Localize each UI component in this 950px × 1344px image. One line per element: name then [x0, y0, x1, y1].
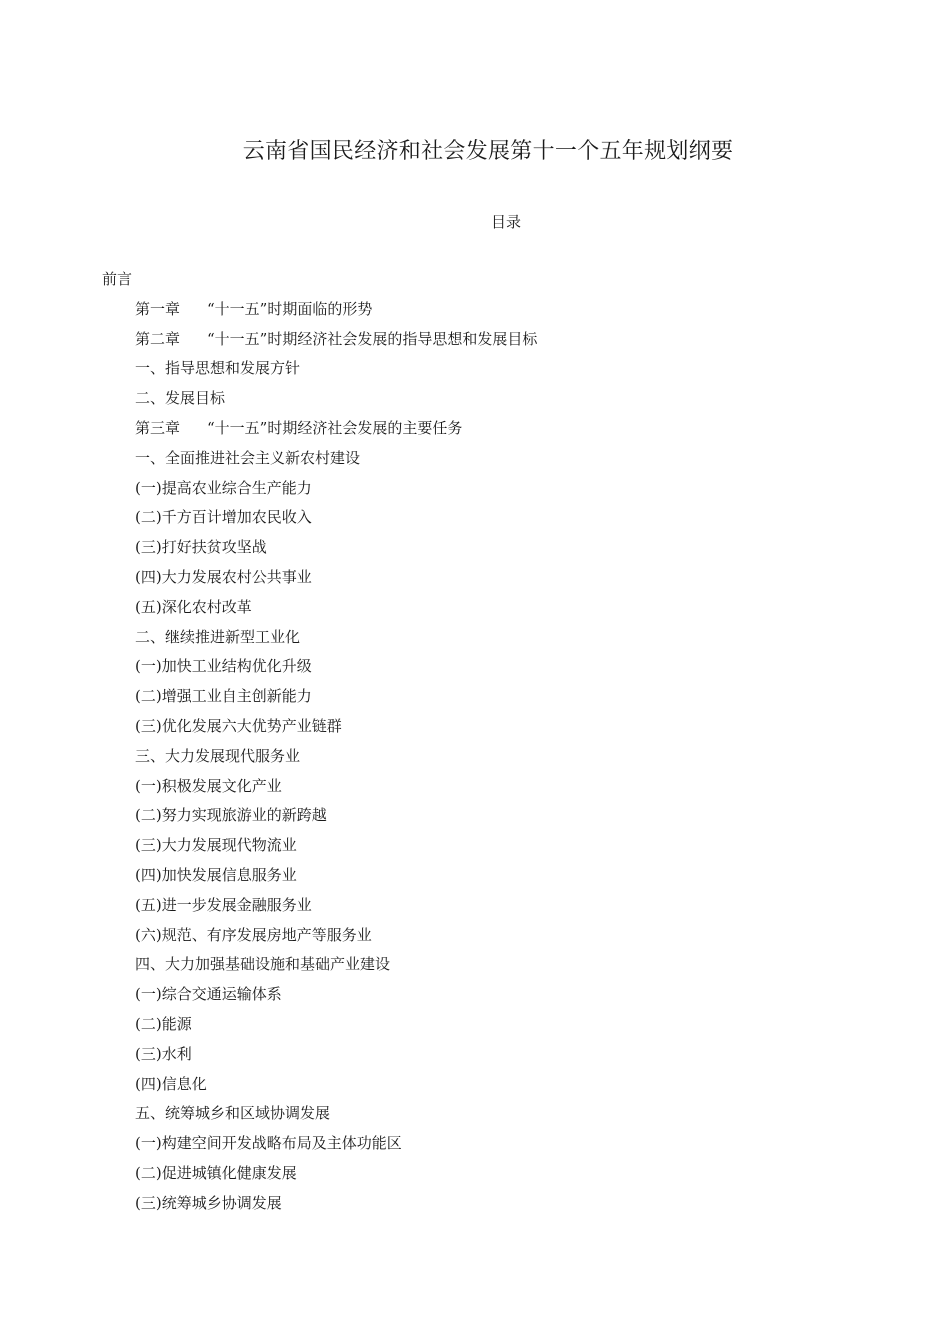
toc-entry [0, 414, 950, 444]
toc-entry-text: (二)千方百计增加农民收入 [135, 508, 312, 527]
toc-entry [0, 742, 950, 772]
toc-entry [0, 593, 950, 623]
toc-entry [0, 384, 950, 414]
toc-entry-text: 二、发展目标 [135, 389, 226, 408]
toc-entry-text: (五)进一步发展金融服务业 [135, 895, 312, 914]
toc-entry-text: (六)规范、有序发展房地产等服务业 [135, 925, 372, 944]
toc-entry [0, 801, 950, 831]
toc-heading: 目录 [490, 213, 521, 231]
toc-entry-text: (三)优化发展六大优势产业链群 [135, 716, 342, 735]
toc-entry [0, 354, 950, 384]
toc-entry-text: “十一五”时期面临的形势 [207, 299, 373, 318]
toc-entry-text: “十一五”时期经济社会发展的指导思想和发展目标 [207, 329, 538, 348]
toc-entry [0, 921, 950, 951]
toc-entry-text: (二)努力实现旅游业的新跨越 [135, 806, 327, 825]
toc-entry [0, 831, 950, 861]
toc-entry-text: 前言 [102, 270, 133, 288]
toc-entry-text: (二)增强工业自主创新能力 [135, 687, 312, 706]
toc-entry [0, 652, 950, 682]
toc-entry-text: (三)水利 [135, 1044, 192, 1063]
toc-entry [0, 861, 950, 891]
toc-entry-text: (三)统筹城乡协调发展 [135, 1193, 282, 1212]
toc-chapter-number: 第二章 [135, 329, 181, 348]
table-of-contents [0, 265, 950, 1219]
toc-entry-text: (三)大力发展现代物流业 [135, 836, 297, 855]
toc-entry-text: 四、大力加强基础设施和基础产业建设 [135, 955, 391, 974]
toc-entry-text: “十一五”时期经济社会发展的主要任务 [207, 418, 463, 437]
toc-entry [0, 1189, 950, 1219]
toc-entry-text: (一)积极发展文化产业 [135, 776, 282, 795]
toc-chapter-number: 第三章 [135, 418, 181, 437]
toc-entry-text: (四)大力发展农村公共事业 [135, 567, 312, 586]
toc-entry [0, 712, 950, 742]
toc-entry-text: (一)提高农业综合生产能力 [135, 478, 312, 497]
toc-entry [0, 1040, 950, 1070]
toc-entry [0, 980, 950, 1010]
toc-entry-text: (四)加快发展信息服务业 [135, 865, 297, 884]
toc-entry [0, 1159, 950, 1189]
toc-entry [0, 1070, 950, 1100]
toc-entry-text: 二、继续推进新型工业化 [135, 627, 301, 646]
toc-entry [0, 1010, 950, 1040]
toc-entry-text: 五、统筹城乡和区域协调发展 [135, 1104, 331, 1123]
toc-entry-text: (二)能源 [135, 1014, 192, 1033]
toc-entry-text: 三、大力发展现代服务业 [135, 746, 301, 765]
toc-chapter-number: 第一章 [135, 299, 181, 318]
toc-entry [0, 444, 950, 474]
toc-entry [0, 1129, 950, 1159]
toc-entry [0, 772, 950, 802]
toc-entry-text: (四)信息化 [135, 1074, 207, 1093]
toc-entry [0, 325, 950, 355]
toc-entry-text: (一)加快工业结构优化升级 [135, 657, 312, 676]
toc-entry-text: (五)深化农村改革 [135, 597, 252, 616]
toc-entry [0, 623, 950, 653]
toc-entry-text: 一、指导思想和发展方针 [135, 359, 301, 378]
toc-entry-text: 一、全面推进社会主义新农村建设 [135, 448, 361, 467]
toc-entry [0, 1099, 950, 1129]
document-title: 云南省国民经济和社会发展第十一个五年规划纲要 [242, 139, 734, 164]
toc-entry-text: (一)综合交通运输体系 [135, 985, 282, 1004]
toc-entry-text: (一)构建空间开发战略布局及主体功能区 [135, 1134, 402, 1153]
toc-entry [0, 265, 950, 295]
toc-entry [0, 503, 950, 533]
toc-entry [0, 950, 950, 980]
toc-entry [0, 295, 950, 325]
toc-entry [0, 891, 950, 921]
toc-entry [0, 474, 950, 504]
toc-entry-text: (二)促进城镇化健康发展 [135, 1163, 297, 1182]
toc-entry [0, 563, 950, 593]
toc-entry [0, 533, 950, 563]
toc-entry-text: (三)打好扶贫攻坚战 [135, 538, 267, 557]
toc-entry [0, 682, 950, 712]
